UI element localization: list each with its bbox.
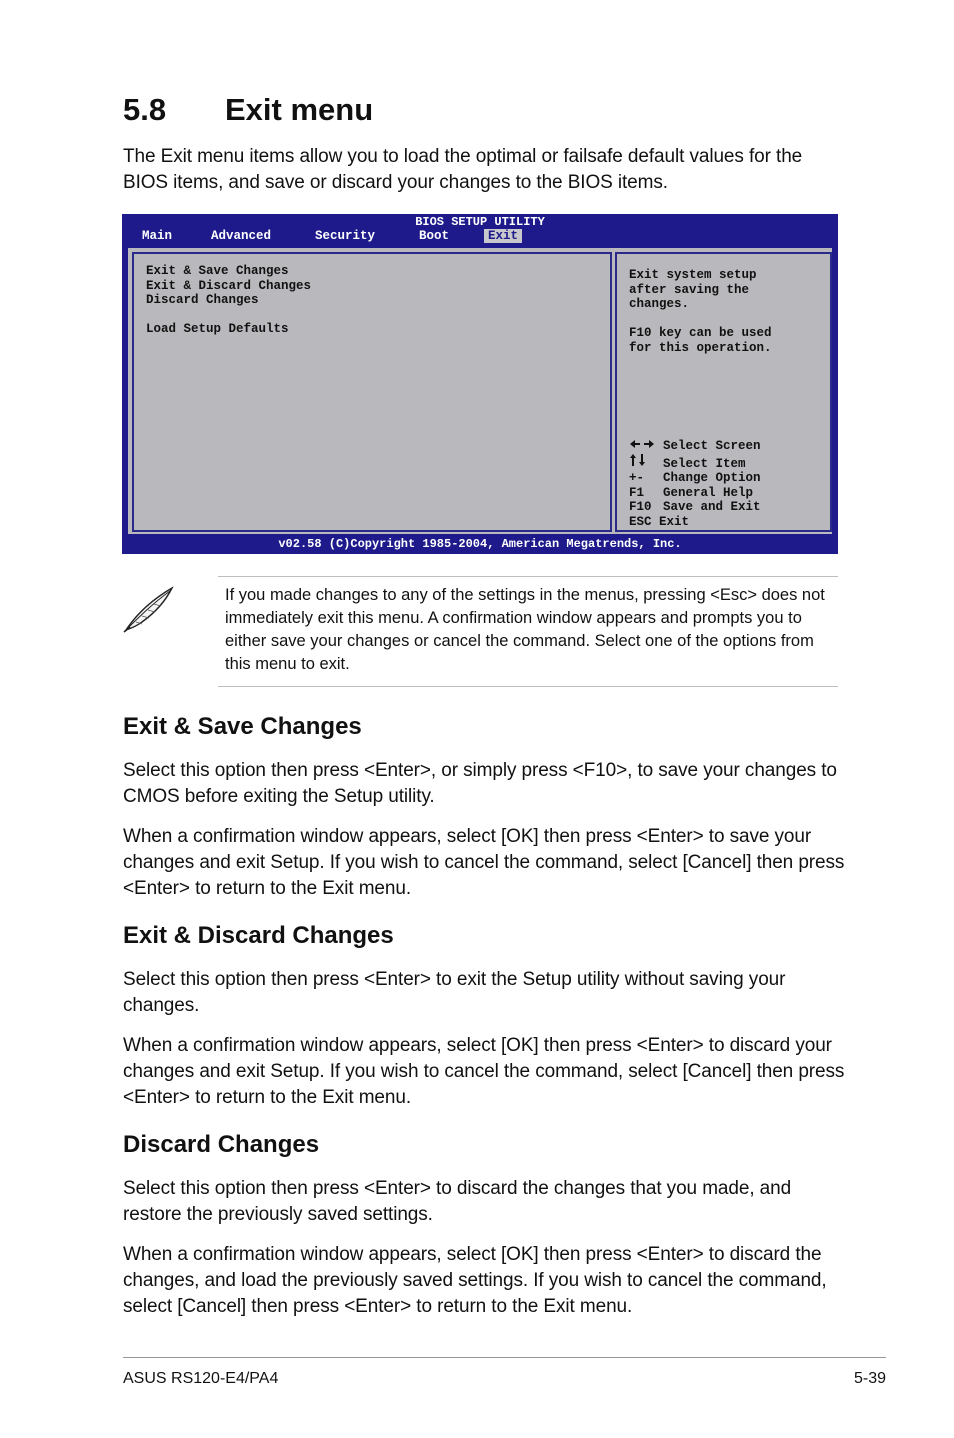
paragraph: Select this option then press <Enter> to exit the Setup utility without saving your changes. bbox=[123, 969, 786, 1016]
section-title bbox=[123, 92, 373, 128]
option-exit-discard[interactable]: Exit & Discard Changes bbox=[146, 279, 312, 293]
footer-page-number: 5-39 bbox=[853, 1370, 886, 1387]
section-number: 5.8 bbox=[123, 92, 167, 127]
bios-screen bbox=[122, 214, 838, 554]
paragraph: Select this option then press <Enter>, or simply press <F10>, to save your changes to CMOS before exiting the Setup utility. bbox=[123, 760, 837, 807]
key-row bbox=[629, 500, 761, 515]
note-text: If you made changes to any of the settings in the menus, pressing <Esc> does not immediately exit this menu. A confirmation window appears and prompts you to either save your changes or cancel the command. Select one of the options from this menu to exit. bbox=[225, 586, 825, 673]
bios-panel bbox=[126, 246, 834, 536]
tab-exit[interactable]: Exit bbox=[484, 229, 522, 243]
quill-pen-icon bbox=[120, 584, 180, 634]
bios-title: BIOS SETUP UTILITY bbox=[415, 215, 545, 229]
key-legend bbox=[629, 439, 761, 530]
key-name: +- bbox=[629, 471, 645, 486]
help-text: Exit system setup after saving the changes. F10 key can be used for this operation. bbox=[629, 268, 772, 355]
tab-security[interactable]: Security bbox=[315, 229, 376, 243]
bios-options-pane bbox=[132, 252, 612, 532]
key-name: ESC bbox=[629, 514, 652, 529]
key-label: General Help bbox=[663, 485, 754, 500]
key-row bbox=[629, 439, 761, 454]
intro-paragraph: The Exit menu items allow you to load the optimal or failsafe default values for the BIOS items, and save or discard your changes to the BIOS items. bbox=[123, 146, 803, 193]
key-name: F10 bbox=[629, 500, 652, 515]
tab-main[interactable]: Main bbox=[142, 229, 173, 243]
heading-exit-discard: Exit & Discard Changes bbox=[123, 922, 394, 949]
tab-boot[interactable]: Boot bbox=[419, 229, 450, 243]
footer-rule bbox=[123, 1357, 886, 1358]
paragraph: When a confirmation window appears, select [OK] then press <Enter> to save your changes and exit Setup. If you wish to cancel the command, select [Cancel] then press <Enter> to return to the Exit menu. bbox=[123, 826, 845, 899]
up-down-arrows-icon bbox=[629, 454, 663, 472]
left-right-arrows-icon bbox=[629, 439, 663, 454]
heading-exit-save: Exit & Save Changes bbox=[123, 713, 362, 740]
key-name: F1 bbox=[629, 485, 645, 500]
option-load-defaults[interactable]: Load Setup Defaults bbox=[146, 322, 289, 336]
option-discard-changes[interactable]: Discard Changes bbox=[146, 293, 259, 307]
heading-discard-changes: Discard Changes bbox=[123, 1131, 320, 1158]
paragraph: When a confirmation window appears, select [OK] then press <Enter> to discard your changes and exit Setup. If you wish to cancel the command, select [Cancel] then press <Enter> to return to the Exit menu. bbox=[123, 1035, 845, 1108]
key-label: Exit bbox=[659, 514, 690, 529]
note-divider-bottom bbox=[218, 686, 838, 687]
bios-copyright: v02.58 (C)Copyright 1985-2004, American Megatrends, Inc. bbox=[278, 537, 682, 551]
note-divider-top bbox=[218, 576, 838, 577]
section-title-text: Exit menu bbox=[225, 92, 374, 127]
key-label: Change Option bbox=[663, 471, 761, 486]
tab-advanced[interactable]: Advanced bbox=[211, 229, 272, 243]
paragraph: When a confirmation window appears, select [OK] then press <Enter> to discard the changes, and load the previously saved settings. If you wish to cancel the command, select [Cancel] then press <Enter> to return to the Exit menu. bbox=[123, 1244, 827, 1317]
key-label: Select Screen bbox=[663, 439, 761, 453]
option-exit-save[interactable]: Exit & Save Changes bbox=[146, 264, 289, 278]
key-row bbox=[629, 515, 761, 530]
key-row bbox=[629, 471, 761, 486]
key-label: Save and Exit bbox=[663, 500, 761, 515]
bios-help-pane bbox=[615, 252, 832, 532]
key-label: Select Item bbox=[663, 456, 746, 471]
footer-product: ASUS RS120-E4/PA4 bbox=[123, 1370, 279, 1387]
key-row bbox=[629, 454, 761, 472]
key-row bbox=[629, 486, 761, 501]
paragraph: Select this option then press <Enter> to discard the changes that you made, and restore the previously saved settings. bbox=[123, 1178, 792, 1225]
